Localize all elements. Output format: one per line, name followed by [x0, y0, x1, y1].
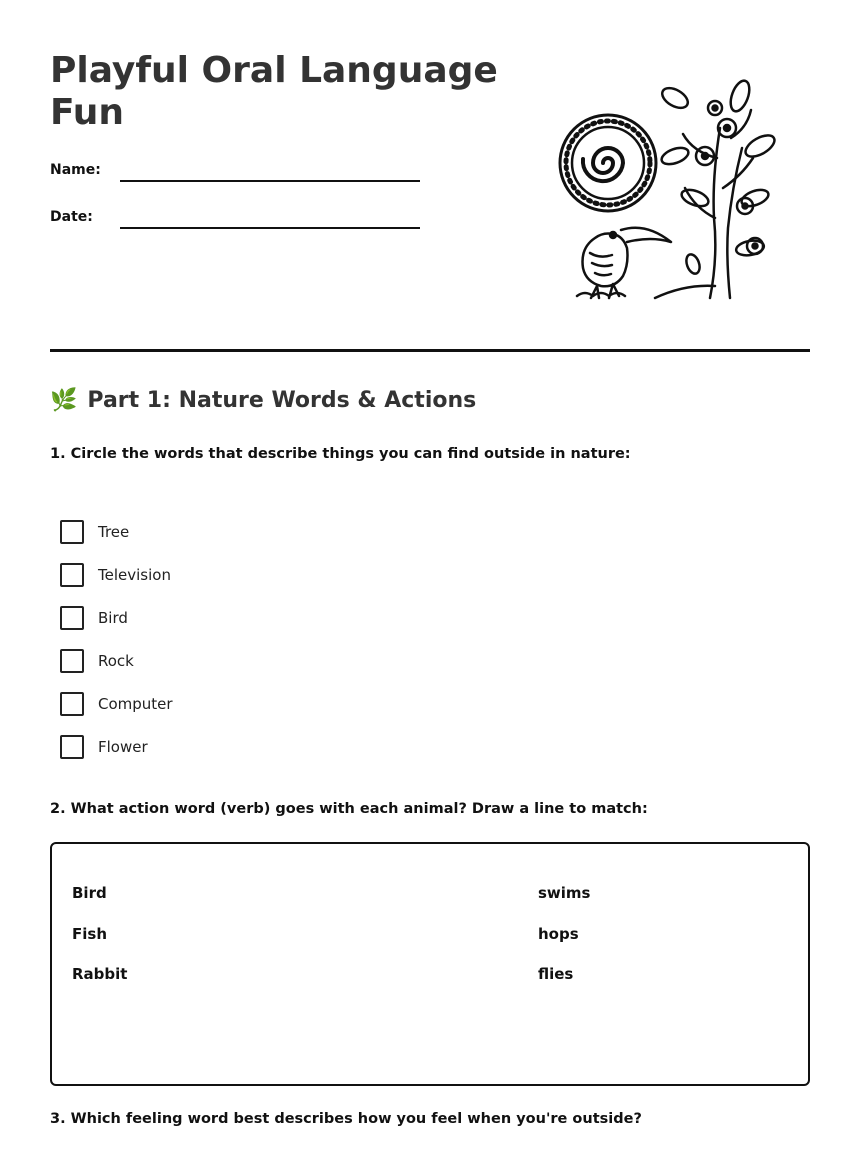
option-label: Rock: [98, 651, 134, 670]
question-2: 2. What action word (verb) goes with each animal? Draw a line to match:: [50, 801, 648, 817]
name-field[interactable]: [50, 162, 530, 192]
animal-item[interactable]: Rabbit: [72, 965, 128, 983]
spiral-sun-icon: [560, 115, 656, 211]
checkbox[interactable]: [60, 649, 84, 673]
flowering-tree-icon: [655, 78, 778, 298]
checkbox[interactable]: [60, 692, 84, 716]
question-1: 1. Circle the words that describe things you can find outside in nature:: [50, 446, 631, 462]
option-rock[interactable]: [60, 639, 173, 682]
herb-leaf-icon: 🌿: [50, 388, 78, 413]
section-divider: [50, 349, 810, 352]
animal-item[interactable]: Bird: [72, 884, 107, 902]
checkbox[interactable]: [60, 606, 84, 630]
option-computer[interactable]: [60, 682, 173, 725]
bird-icon: [577, 228, 671, 298]
checkbox[interactable]: [60, 735, 84, 759]
option-tree[interactable]: [60, 510, 173, 553]
option-label: Bird: [98, 608, 128, 627]
page-title: [50, 50, 530, 134]
animal-item[interactable]: Fish: [72, 924, 107, 943]
part-1-title: Part 1: Nature Words & Actions: [87, 388, 477, 413]
title-line-2: Fun: [50, 92, 125, 133]
verb-column: [538, 884, 591, 1006]
nature-illustration: [555, 78, 785, 303]
option-bird[interactable]: [60, 596, 173, 639]
verb-item[interactable]: hops: [538, 924, 579, 943]
animal-column: [72, 884, 127, 1006]
option-flower[interactable]: [60, 725, 173, 768]
option-label: Computer: [98, 694, 173, 713]
verb-item[interactable]: swims: [538, 884, 591, 902]
question-1-options: [60, 510, 173, 768]
title-line-1: Playful Oral Language: [50, 50, 498, 91]
date-field[interactable]: [50, 209, 530, 239]
checkbox[interactable]: [60, 520, 84, 544]
date-label: Date:: [50, 209, 93, 225]
name-label: Name:: [50, 162, 101, 178]
part-1-heading: [50, 388, 476, 413]
name-write-line[interactable]: [120, 180, 420, 182]
option-label: Television: [98, 565, 171, 584]
option-label: Flower: [98, 737, 148, 756]
date-write-line[interactable]: [120, 227, 420, 229]
option-television[interactable]: [60, 553, 173, 596]
verb-item[interactable]: flies: [538, 965, 574, 983]
checkbox[interactable]: [60, 563, 84, 587]
option-label: Tree: [98, 522, 130, 541]
matching-box[interactable]: [50, 842, 810, 1086]
question-3: 3. Which feeling word best describes how you feel when you're outside?: [50, 1111, 642, 1127]
worksheet-header: [50, 50, 530, 239]
